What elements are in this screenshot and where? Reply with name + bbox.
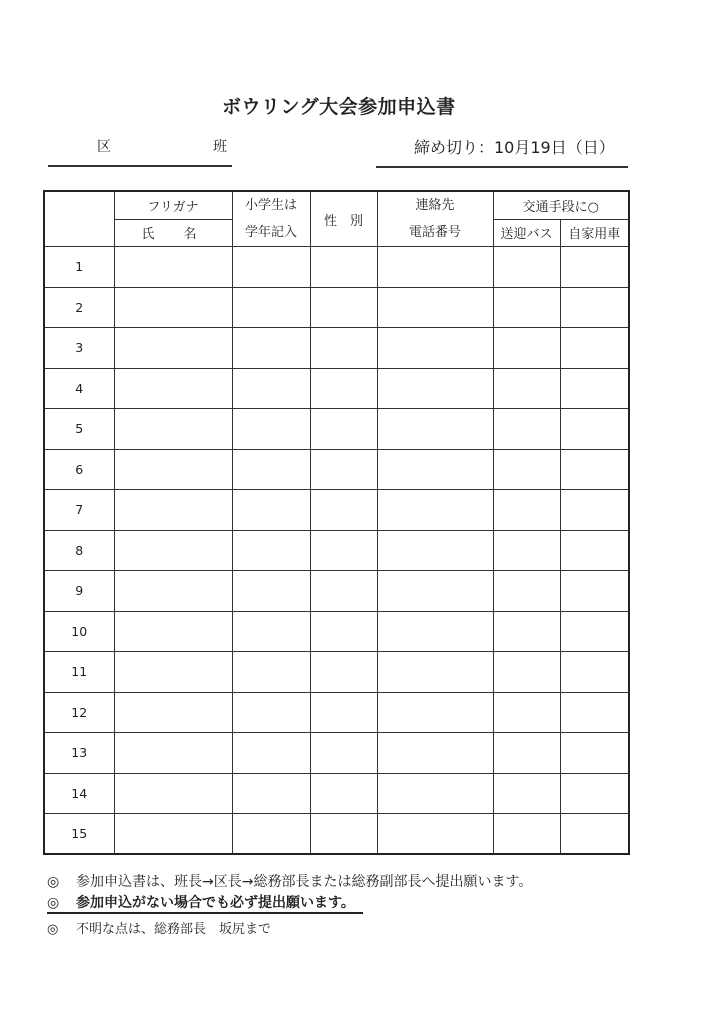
gender-cell <box>310 652 377 693</box>
gender-cell <box>310 328 377 369</box>
name-cell <box>114 773 232 814</box>
name-cell <box>114 449 232 490</box>
name-cell <box>114 814 232 855</box>
table-row <box>44 733 629 774</box>
phone-cell <box>377 611 493 652</box>
document-title: ボウリング大会参加申込書 <box>222 96 456 118</box>
contact-header <box>377 191 493 247</box>
car-cell <box>560 287 629 328</box>
row-number-cell: 11 <box>44 652 114 693</box>
phone-cell <box>377 733 493 774</box>
car-cell <box>560 773 629 814</box>
gender-cell <box>310 490 377 531</box>
gender-cell <box>310 692 377 733</box>
table-row <box>44 328 629 369</box>
grade-header-line-2: 学年記入 <box>244 225 297 240</box>
phone-cell <box>377 571 493 612</box>
grade-header-line-1: 小学生は <box>244 198 297 213</box>
contact-header-line-1: 連絡先 <box>415 198 455 213</box>
row-number-cell: 8 <box>44 530 114 571</box>
name-cell <box>114 490 232 531</box>
phone-cell <box>377 247 493 288</box>
bus-cell <box>493 368 560 409</box>
contact-header-line-2: 電話番号 <box>408 225 461 240</box>
table-row <box>44 611 629 652</box>
car-cell <box>560 611 629 652</box>
bus-cell <box>493 247 560 288</box>
row-number-cell: 7 <box>44 490 114 531</box>
gender-cell <box>310 449 377 490</box>
double-circle-icon: ◎ <box>47 895 60 911</box>
table-row <box>44 368 629 409</box>
name-cell <box>114 328 232 369</box>
car-header: 自家用車 <box>560 219 629 246</box>
bus-cell <box>493 449 560 490</box>
table-row <box>44 773 629 814</box>
row-number-cell: 5 <box>44 409 114 450</box>
phone-cell <box>377 814 493 855</box>
number-header <box>44 191 114 247</box>
grade-cell <box>232 733 310 774</box>
phone-cell <box>377 692 493 733</box>
gender-cell <box>310 247 377 288</box>
note-submission-route <box>47 871 532 891</box>
bus-cell <box>493 733 560 774</box>
grade-header <box>232 191 310 247</box>
grade-cell <box>232 328 310 369</box>
name-cell <box>114 611 232 652</box>
name-header: 氏 名 <box>114 219 232 246</box>
row-number-cell: 4 <box>44 368 114 409</box>
table-row <box>44 247 629 288</box>
table-row <box>44 530 629 571</box>
bus-cell <box>493 652 560 693</box>
bus-cell <box>493 611 560 652</box>
note-must-submit <box>47 895 363 914</box>
table-row <box>44 571 629 612</box>
table-row <box>44 652 629 693</box>
row-number-cell: 15 <box>44 814 114 855</box>
name-cell <box>114 247 232 288</box>
note-text: 不明な点は、総務部長 坂尻まで <box>76 922 272 937</box>
table-row <box>44 287 629 328</box>
ku-label: 区 <box>97 139 111 155</box>
row-number-cell: 9 <box>44 571 114 612</box>
grade-cell <box>232 773 310 814</box>
car-cell <box>560 692 629 733</box>
double-circle-icon: ◎ <box>47 874 60 890</box>
car-cell <box>560 814 629 855</box>
bus-cell <box>493 328 560 369</box>
grade-cell <box>232 449 310 490</box>
header-row-top <box>44 191 629 219</box>
bus-cell <box>493 287 560 328</box>
grade-cell <box>232 652 310 693</box>
phone-cell <box>377 287 493 328</box>
bus-cell <box>493 409 560 450</box>
car-cell <box>560 490 629 531</box>
car-cell <box>560 530 629 571</box>
name-cell <box>114 692 232 733</box>
name-cell <box>114 733 232 774</box>
note-contact <box>47 918 271 937</box>
gender-cell <box>310 773 377 814</box>
grade-cell <box>232 530 310 571</box>
name-cell <box>114 530 232 571</box>
car-cell <box>560 571 629 612</box>
phone-cell <box>377 449 493 490</box>
phone-cell <box>377 368 493 409</box>
double-circle-icon: ◎ <box>47 922 59 937</box>
deadline-underline <box>376 166 628 168</box>
name-cell <box>114 409 232 450</box>
phone-cell <box>377 328 493 369</box>
bus-cell <box>493 773 560 814</box>
name-cell <box>114 571 232 612</box>
grade-cell <box>232 814 310 855</box>
gender-header: 性 別 <box>310 191 377 247</box>
transport-header: 交通手段に○ <box>493 191 629 219</box>
gender-cell <box>310 733 377 774</box>
bus-cell <box>493 571 560 612</box>
gender-cell <box>310 611 377 652</box>
grade-cell <box>232 490 310 531</box>
car-cell <box>560 652 629 693</box>
car-cell <box>560 247 629 288</box>
name-cell <box>114 652 232 693</box>
car-cell <box>560 409 629 450</box>
phone-cell <box>377 409 493 450</box>
gender-cell <box>310 530 377 571</box>
table-row <box>44 449 629 490</box>
table-row <box>44 814 629 855</box>
table-row <box>44 409 629 450</box>
bus-cell <box>493 692 560 733</box>
gender-cell <box>310 287 377 328</box>
grade-cell <box>232 368 310 409</box>
row-number-cell: 2 <box>44 287 114 328</box>
deadline-text: 締め切り：10月19日（日） <box>414 138 615 157</box>
note-text: 参加申込書は、班長→区長→総務部長または総務副部長へ提出願います。 <box>76 874 533 890</box>
grade-cell <box>232 571 310 612</box>
phone-cell <box>377 530 493 571</box>
row-number-cell: 12 <box>44 692 114 733</box>
bus-cell <box>493 814 560 855</box>
row-number-cell: 13 <box>44 733 114 774</box>
grade-cell <box>232 692 310 733</box>
gender-cell <box>310 368 377 409</box>
car-cell <box>560 368 629 409</box>
car-cell <box>560 449 629 490</box>
phone-cell <box>377 652 493 693</box>
grade-cell <box>232 611 310 652</box>
bus-header: 送迎バス <box>493 219 560 246</box>
name-cell <box>114 287 232 328</box>
bus-cell <box>493 490 560 531</box>
gender-cell <box>310 409 377 450</box>
phone-cell <box>377 773 493 814</box>
grade-cell <box>232 409 310 450</box>
row-number-cell: 14 <box>44 773 114 814</box>
han-label: 班 <box>213 139 227 155</box>
row-number-cell: 1 <box>44 247 114 288</box>
table-body <box>44 247 629 855</box>
application-table <box>43 190 630 855</box>
gender-cell <box>310 571 377 612</box>
car-cell <box>560 733 629 774</box>
row-number-cell: 6 <box>44 449 114 490</box>
table-row <box>44 490 629 531</box>
ku-han-underline <box>48 165 232 167</box>
row-number-cell: 3 <box>44 328 114 369</box>
note-text: 参加申込がない場合でも必ず提出願います。 <box>76 895 355 911</box>
furigana-header: フリガナ <box>114 191 232 219</box>
name-cell <box>114 368 232 409</box>
gender-cell <box>310 814 377 855</box>
grade-cell <box>232 247 310 288</box>
row-number-cell: 10 <box>44 611 114 652</box>
grade-cell <box>232 287 310 328</box>
car-cell <box>560 328 629 369</box>
phone-cell <box>377 490 493 531</box>
table-row <box>44 692 629 733</box>
bus-cell <box>493 530 560 571</box>
